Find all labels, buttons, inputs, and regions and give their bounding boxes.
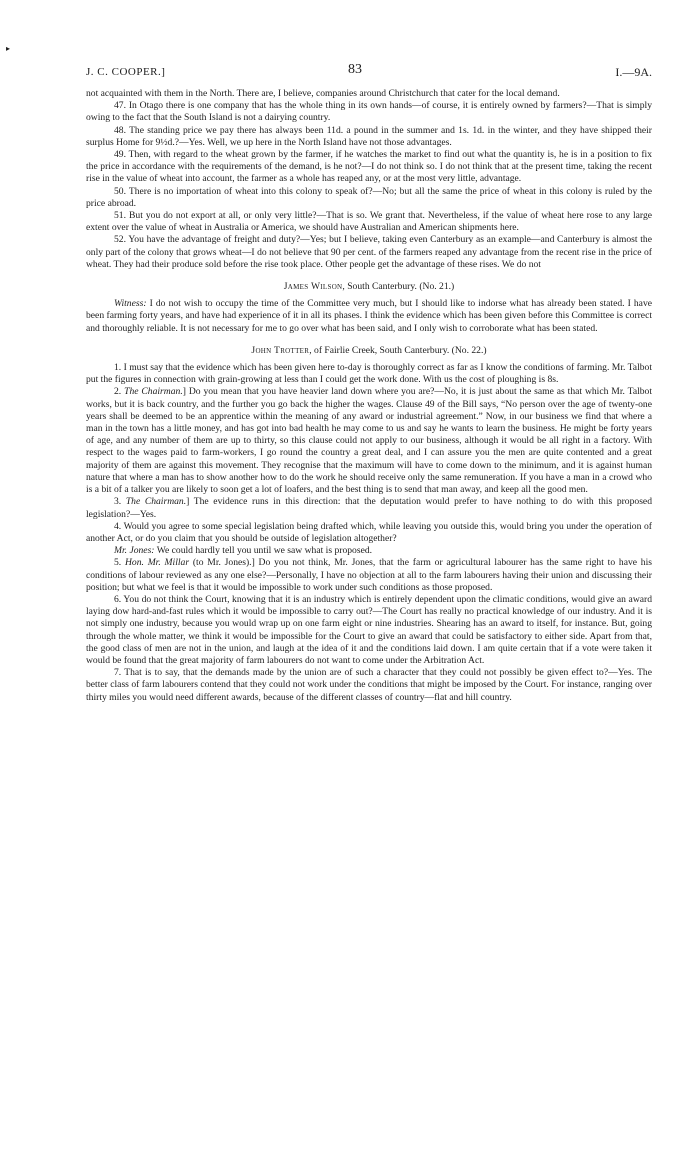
wilson-statement-text: I do not wish to occupy the time of the Committee very much, but I should like to indorse what has already been stated. I have been farming forty years, and have had experience of it in all its phases. I think the evidence which has been given before this Committee is correct and thoroughly reliable. It is not necessary for me to go over what has been said, and I only wish to corroborate what has been stated.	[86, 298, 652, 334]
page-header	[86, 62, 652, 86]
paragraph-text: ] The evidence runs in this direction: that the deputation would prefer to have nothing to do with this proposed legislation?—Yes.	[86, 496, 652, 520]
trotter-paragraph-7: 7. That is to say, that the demands made by the union are of such a character that they could not possibly be given effect to?—Yes. The better class of farm labourers contend that they could not work under the conditions that might be imposed by the Court. For instance, ranging over thirty miles you would need different awards, because of the different classes of country—flat and hill country.	[86, 667, 652, 703]
speaker-name: The Chairman.	[125, 496, 187, 508]
speaker-name: Hon. Mr. Millar	[124, 557, 190, 569]
paragraph-50: 50. There is no importation of wheat into this colony to speak of?—No; but all the same the price of wheat in this colony is ruled by the price abroad.	[86, 185, 652, 209]
speaker-name: The Chairman.	[124, 386, 183, 398]
trotter-paragraph-3	[86, 496, 652, 520]
trotter-paragraph-2	[86, 386, 652, 496]
trotter-paragraph-5	[86, 557, 652, 594]
trotter-paragraph-6: 6. You do not think the Court, knowing that it is an industry which is entirely dependent upon the climatic conditions, would give an award laying dow hard-and-fast rules which it would be impossible to carry out?—The Court has really no practical knowledge of our industry. And it is not simply one industry, because you would wrap up on one farm eight or nine industries. Shearing has an award to itself, for instance. But, going through the whole matter, we think it would be impossible for the Court to give an award that could be satisfactory to either side. Apart from that, the good class of men are not in the union, and laugh at the idea of it and the conditions laid down. I am quite certain that if a vote were taken it would be found that the great majority of farm labourers do not want to come under the Arbitration Act.	[86, 593, 652, 666]
paragraph-text: We could hardly tell you until we saw what is proposed.	[154, 545, 373, 557]
jones-reply	[86, 545, 652, 557]
paragraph-52: 52. You have the advantage of freight and duty?—Yes; but I believe, taking even Canterbury as an example—and Canterbury is almost the only part of the colony that grows wheat—I do not believe that 90 per cent. of the farmers reaped any advantage from the recent rise in the price of wheat. They had their produce sold before the rise took place. Other people get the advantage of these rises. We do not	[86, 234, 652, 270]
paragraph-47: 47. In Otago there is one company that has the whole thing in its own hands—of course, it is entirely owned by farmers?—That is simply owing to the fact that the South Island is not a dairying country.	[86, 100, 652, 124]
question-number: 2.	[114, 386, 125, 398]
margin-mark: ▸	[6, 44, 11, 53]
speaker-name: Mr. Jones:	[114, 545, 155, 557]
wilson-statement	[86, 298, 652, 335]
question-number: 3.	[114, 496, 126, 508]
trotter-paragraph-4: 4. Would you agree to some special legislation being drafted which, while leaving you outside this, would bring you under the operation of another Act, or do you claim that you should be outside of legislation altogether?	[86, 520, 652, 544]
witness-name: John Trotter	[251, 344, 310, 356]
document-page	[86, 62, 653, 704]
question-number: 5.	[114, 557, 125, 569]
page-number: 83	[348, 62, 362, 77]
paragraph-text: (to Mr. Jones).] Do you not think, Mr. Jones, that the farm or agricultural labourer has the same right to have his conditions of labour reviewed as any one else?—Personally, I have no objection at all to the farm labourers having their union and discussing their position; but what we feel is that it would be impossible to work under such conditions as those proposed.	[86, 557, 652, 593]
witness-heading-wilson	[86, 281, 652, 293]
paragraph-49: 49. Then, with regard to the wheat grown by the farmer, if he watches the market to find out what the quantity is, he is in a position to fix the price in accordance with the requirements of the demand, is he not?—I do not think so. I do not think that at the present time, taking the recent rise in the value of wheat into account, the farmer as a whole has reaped any, or at the most very little, advantage.	[86, 149, 652, 185]
trotter-paragraph-1: 1. I must say that the evidence which has been given here to-day is thoroughly correct as far as I know the conditions of farming. Mr. Talbot put the figures in connection with grain-growing at less than I could get the work done. With us the cost of ploughing is 8s.	[86, 362, 652, 386]
paragraph-text: ] Do you mean that you have heavier land down where you are?—No, it is just about the same as that which Mr. Talbot works, but it is back country, and the further you go back the higher the wages. Clause 49 of the Bill says, “No person over the age of twenty-one years shall be deemed to be an apprentice within the meaning of any award or industrial agreement.” Now, in our business we find that where a man in the town has a little money, and has got into bad health he may come to us and say he wants to learn the business. He might be forty years of age, and any number of them are up to thirty, so this clause could not apply to our business, although it would be all right in a factory. With respect to the wages paid to farm-workers, I go round the country a great deal, and I can assure you the men are quite contented and a great majority of them are against this movement. They recognise that the maximum will have to come down to the minimum, and it is against human nature that where a man has to show another how to do the work he should receive only the same remuneration. If you have a man in a crowd who is a bit of a talker you are likely to soon get a lot of loafers, and the best thing is to send that man away, and keep all the good men.	[86, 386, 653, 496]
witness-heading-trotter	[86, 345, 652, 357]
paper-reference: I.—9A.	[615, 65, 652, 79]
witness-place: , of Fairlie Creek, South Canterbury. (No. 22.)	[309, 344, 487, 356]
paragraph-48: 48. The standing price we pay there has always been 11d. a pound in the summer and 1s. 1d. in the winter, and they have shipped their surplus Home for 9½d.?—Yes. Well, we up here in the North Island have not those advantages.	[86, 124, 652, 148]
witness-name: James Wilson	[283, 281, 343, 293]
witness-label: Witness:	[114, 298, 147, 310]
paragraph-51: 51. But you do not export at all, or only very little?—That is so. We grant that. Nevertheless, if the value of wheat here rose to any large extent over the value of wheat in Australia or America, we should have Australian and American shipments here.	[86, 210, 652, 234]
header-witness-name: J. C. COOPER.]	[86, 66, 166, 78]
witness-place: , South Canterbury. (No. 21.)	[342, 281, 455, 293]
paragraph-continued: not acquainted with them in the North. There are, I believe, companies around Christchurch that cater for the local demand.	[86, 88, 560, 99]
